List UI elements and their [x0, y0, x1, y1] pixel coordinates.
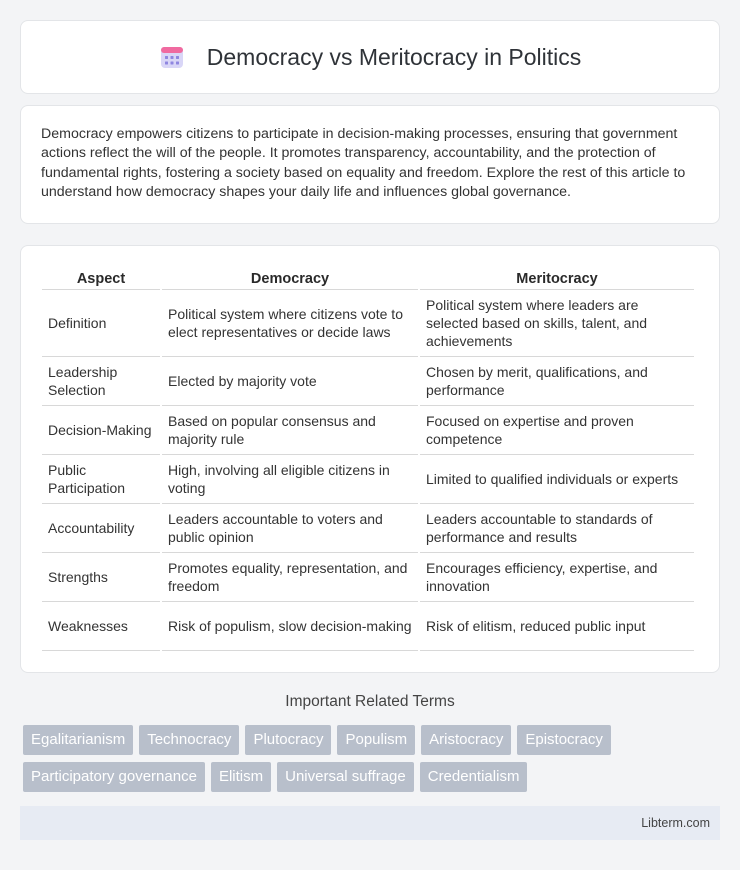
header-card — [20, 20, 720, 94]
term-tag[interactable]: Credentialism — [420, 762, 528, 792]
table-row — [42, 455, 694, 504]
footer — [20, 806, 720, 840]
column-header: Democracy — [162, 266, 418, 290]
intro-card — [20, 105, 720, 224]
table-cell-meritocracy: Risk of elitism, reduced public input — [420, 602, 694, 651]
intro-text: Democracy empowers citizens to participate in decision-making processes, ensuring that government actions reflect the will of the people. It promotes transparency, accountability, and the protection of fundamental rights, fostering a society based on equality and freedom. Explore the rest of this article to understand how democracy shapes your daily life and influences global governance. — [41, 126, 686, 200]
table-cell-aspect: Definition — [42, 290, 160, 357]
term-tag[interactable]: Egalitarianism — [23, 725, 133, 755]
table-row — [42, 602, 694, 651]
table-cell-aspect: Leadership Selection — [42, 357, 160, 406]
table-row — [42, 504, 694, 553]
table-cell-aspect: Accountability — [42, 504, 160, 553]
term-tag[interactable]: Aristocracy — [421, 725, 511, 755]
comparison-card — [20, 245, 720, 673]
table-cell-meritocracy: Focused on expertise and proven competence — [420, 406, 694, 455]
term-tag[interactable]: Universal suffrage — [277, 762, 414, 792]
page-title: Democracy vs Meritocracy in Politics — [206, 43, 582, 70]
table-cell-democracy: Elected by majority vote — [162, 357, 418, 406]
table-cell-democracy: Risk of populism, slow decision-making — [162, 602, 418, 651]
table-cell-democracy: Leaders accountable to voters and public opinion — [162, 504, 418, 553]
table-cell-aspect: Decision-Making — [42, 406, 160, 455]
table-cell-democracy: Political system where citizens vote to elect representatives or decide laws — [162, 290, 418, 357]
term-tag[interactable]: Plutocracy — [245, 725, 331, 755]
table-cell-meritocracy: Limited to qualified individuals or experts — [420, 455, 694, 504]
comparison-table — [40, 266, 696, 651]
column-header: Meritocracy — [420, 266, 694, 290]
calendar-icon — [159, 44, 185, 70]
table-cell-democracy: Promotes equality, representation, and freedom — [162, 553, 418, 602]
footer-site-link[interactable]: Libterm.com — [641, 816, 710, 830]
table-row — [42, 357, 694, 406]
table-cell-aspect: Weaknesses — [42, 602, 160, 651]
table-cell-democracy: Based on popular consensus and majority rule — [162, 406, 418, 455]
term-tag[interactable]: Participatory governance — [23, 762, 205, 792]
term-tag[interactable]: Elitism — [211, 762, 271, 792]
term-tag[interactable]: Epistocracy — [517, 725, 611, 755]
related-terms-title: Important Related Terms — [285, 693, 455, 710]
table-row — [42, 290, 694, 357]
table-row — [42, 406, 694, 455]
table-cell-aspect: Strengths — [42, 553, 160, 602]
table-cell-meritocracy: Chosen by merit, qualifications, and performance — [420, 357, 694, 406]
table-cell-meritocracy: Encourages efficiency, expertise, and innovation — [420, 553, 694, 602]
term-tag[interactable]: Technocracy — [139, 725, 239, 755]
table-cell-democracy: High, involving all eligible citizens in voting — [162, 455, 418, 504]
table-cell-aspect: Public Participation — [42, 455, 160, 504]
table-row — [42, 553, 694, 602]
table-cell-meritocracy: Leaders accountable to standards of performance and results — [420, 504, 694, 553]
related-terms-list — [23, 725, 703, 792]
table-cell-meritocracy: Political system where leaders are selected based on skills, talent, and achievements — [420, 290, 694, 357]
table-header-row — [42, 266, 694, 290]
column-header: Aspect — [42, 266, 160, 290]
term-tag[interactable]: Populism — [337, 725, 415, 755]
